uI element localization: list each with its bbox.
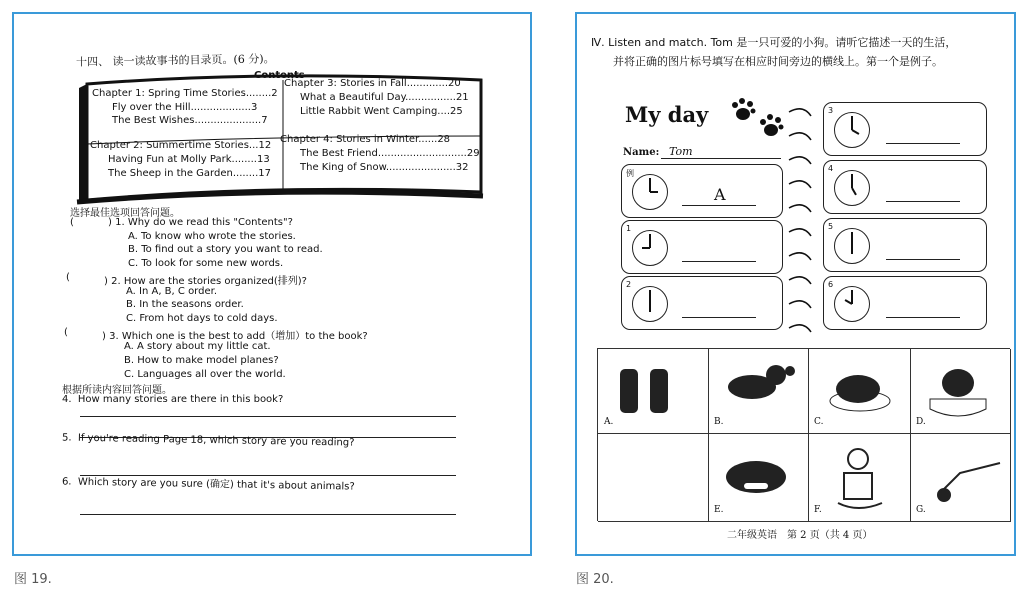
answer-line[interactable] bbox=[682, 261, 756, 262]
option: A. In A, B, C order. bbox=[126, 286, 217, 297]
caption-19: 图 19. bbox=[14, 572, 52, 587]
time-card bbox=[621, 276, 783, 330]
chapter-2-title: Chapter 2: Summertime Stories...12 bbox=[90, 140, 272, 151]
clock-icon bbox=[632, 230, 668, 266]
story-item: Little Rabbit Went Camping....25 bbox=[300, 106, 463, 117]
question-2: ) 2. How are the stories organized(排列)? bbox=[104, 276, 307, 287]
choose-instruction: 选择最佳选项回答问题。 bbox=[70, 208, 180, 219]
picture-empty bbox=[598, 433, 709, 522]
instruction-line-2: 并将正确的图片标号填写在相应时间旁边的横线上。第一个是例子。 bbox=[613, 55, 943, 68]
clock-icon bbox=[632, 286, 668, 322]
picture-e: E. bbox=[708, 433, 809, 522]
option: C. From hot days to cold days. bbox=[126, 313, 278, 324]
open-question-5: 5. If you're reading Page 18, which story are you reading? bbox=[61, 432, 355, 449]
card-label: 5 bbox=[828, 222, 834, 231]
answer-line[interactable] bbox=[886, 259, 960, 260]
option: B. In the seasons order. bbox=[126, 299, 244, 310]
figure-19-panel bbox=[12, 12, 532, 556]
card-label: 6 bbox=[828, 280, 834, 289]
paw-prints-icon bbox=[729, 96, 789, 140]
answer-line[interactable] bbox=[886, 317, 960, 318]
open-question-4: 4. How many stories are there in this book? bbox=[62, 394, 284, 405]
option: A. To know who wrote the stories. bbox=[128, 231, 296, 242]
question-3: ) 3. Which one is the best to add（增加）to the book? bbox=[102, 331, 368, 342]
picture-d: D. bbox=[910, 349, 1011, 434]
story-item: The King of Snow......................32 bbox=[300, 162, 469, 173]
example-answer: A bbox=[714, 185, 726, 204]
card-label: 例 bbox=[626, 169, 634, 178]
instruction-line-1: Ⅳ. Listen and match. Tom 是一只可爱的小狗。请听它描述一天的生活， bbox=[591, 36, 957, 49]
card-label: 2 bbox=[626, 280, 632, 289]
answer-instruction: 根据所读内容回答问题。 bbox=[62, 385, 172, 396]
question-1: ) 1. Why do we read this "Contents"? bbox=[108, 217, 293, 228]
option: B. How to make model planes? bbox=[124, 355, 279, 366]
answer-line[interactable] bbox=[80, 416, 456, 417]
option: A. A story about my little cat. bbox=[124, 341, 271, 352]
card-label: 1 bbox=[626, 224, 632, 233]
time-card bbox=[823, 276, 987, 330]
clock-icon bbox=[834, 170, 870, 206]
option: C. Languages all over the world. bbox=[124, 369, 286, 380]
story-item: The Best Friend............................29 bbox=[300, 148, 480, 159]
picture-grid bbox=[597, 348, 1010, 521]
option: B. To find out a story you want to read. bbox=[128, 244, 323, 255]
answer-paren[interactable]: ( bbox=[70, 217, 74, 228]
answer-paren[interactable]: ( bbox=[64, 327, 68, 338]
open-question-6: 6. Which story are you sure (确定) that it's about animals? bbox=[61, 476, 355, 493]
figure-20-panel bbox=[575, 12, 1016, 556]
story-item: The Sheep in the Garden........17 bbox=[108, 168, 272, 179]
chapter-4-title: Chapter 4: Stories in Winter......28 bbox=[280, 134, 451, 145]
time-card bbox=[823, 218, 987, 272]
story-item: The Best Wishes.....................7 bbox=[112, 115, 268, 126]
answer-line[interactable] bbox=[682, 205, 756, 206]
answer-line[interactable] bbox=[682, 317, 756, 318]
clock-icon bbox=[834, 286, 870, 322]
answer-line[interactable] bbox=[80, 514, 456, 515]
picture-c: C. bbox=[808, 349, 911, 434]
option: C. To look for some new words. bbox=[128, 258, 284, 269]
chapter-3-title: Chapter 3: Stories in Fall.............20 bbox=[284, 78, 461, 89]
card-label: 4 bbox=[828, 164, 834, 173]
name-line bbox=[661, 158, 781, 159]
picture-g: G. bbox=[910, 433, 1011, 522]
time-card bbox=[621, 220, 783, 274]
card-label: 3 bbox=[828, 106, 834, 115]
caption-20: 图 20. bbox=[576, 572, 614, 587]
clock-icon bbox=[834, 112, 870, 148]
name-value: Tom bbox=[669, 145, 693, 158]
answer-line[interactable] bbox=[886, 143, 960, 144]
contents-title: Contents bbox=[254, 70, 305, 81]
name-label: Name: bbox=[623, 147, 660, 158]
clock-icon bbox=[632, 174, 668, 210]
answer-line[interactable] bbox=[886, 201, 960, 202]
story-item: What a Beautiful Day................21 bbox=[300, 92, 469, 103]
picture-f: F. bbox=[808, 433, 911, 522]
clock-icon bbox=[834, 228, 870, 264]
chapter-1-title: Chapter 1: Spring Time Stories........2 bbox=[92, 88, 278, 99]
time-card bbox=[823, 102, 987, 156]
answer-paren[interactable]: ( bbox=[66, 272, 70, 283]
time-card bbox=[823, 160, 987, 214]
page-footer: 二年级英语 第 2 页（共 4 页） bbox=[727, 530, 873, 541]
time-card bbox=[621, 164, 783, 218]
notebook-spiral bbox=[783, 100, 823, 356]
picture-b: B. bbox=[708, 349, 809, 434]
story-item: Having Fun at Molly Park........13 bbox=[108, 154, 270, 165]
section-title: 十四、 读一读故事书的目录页。(6 分)。 bbox=[75, 52, 275, 69]
story-item: Fly over the Hill...................3 bbox=[112, 102, 258, 113]
picture-a: A. bbox=[598, 349, 709, 434]
my-day-title: My day bbox=[625, 102, 709, 127]
